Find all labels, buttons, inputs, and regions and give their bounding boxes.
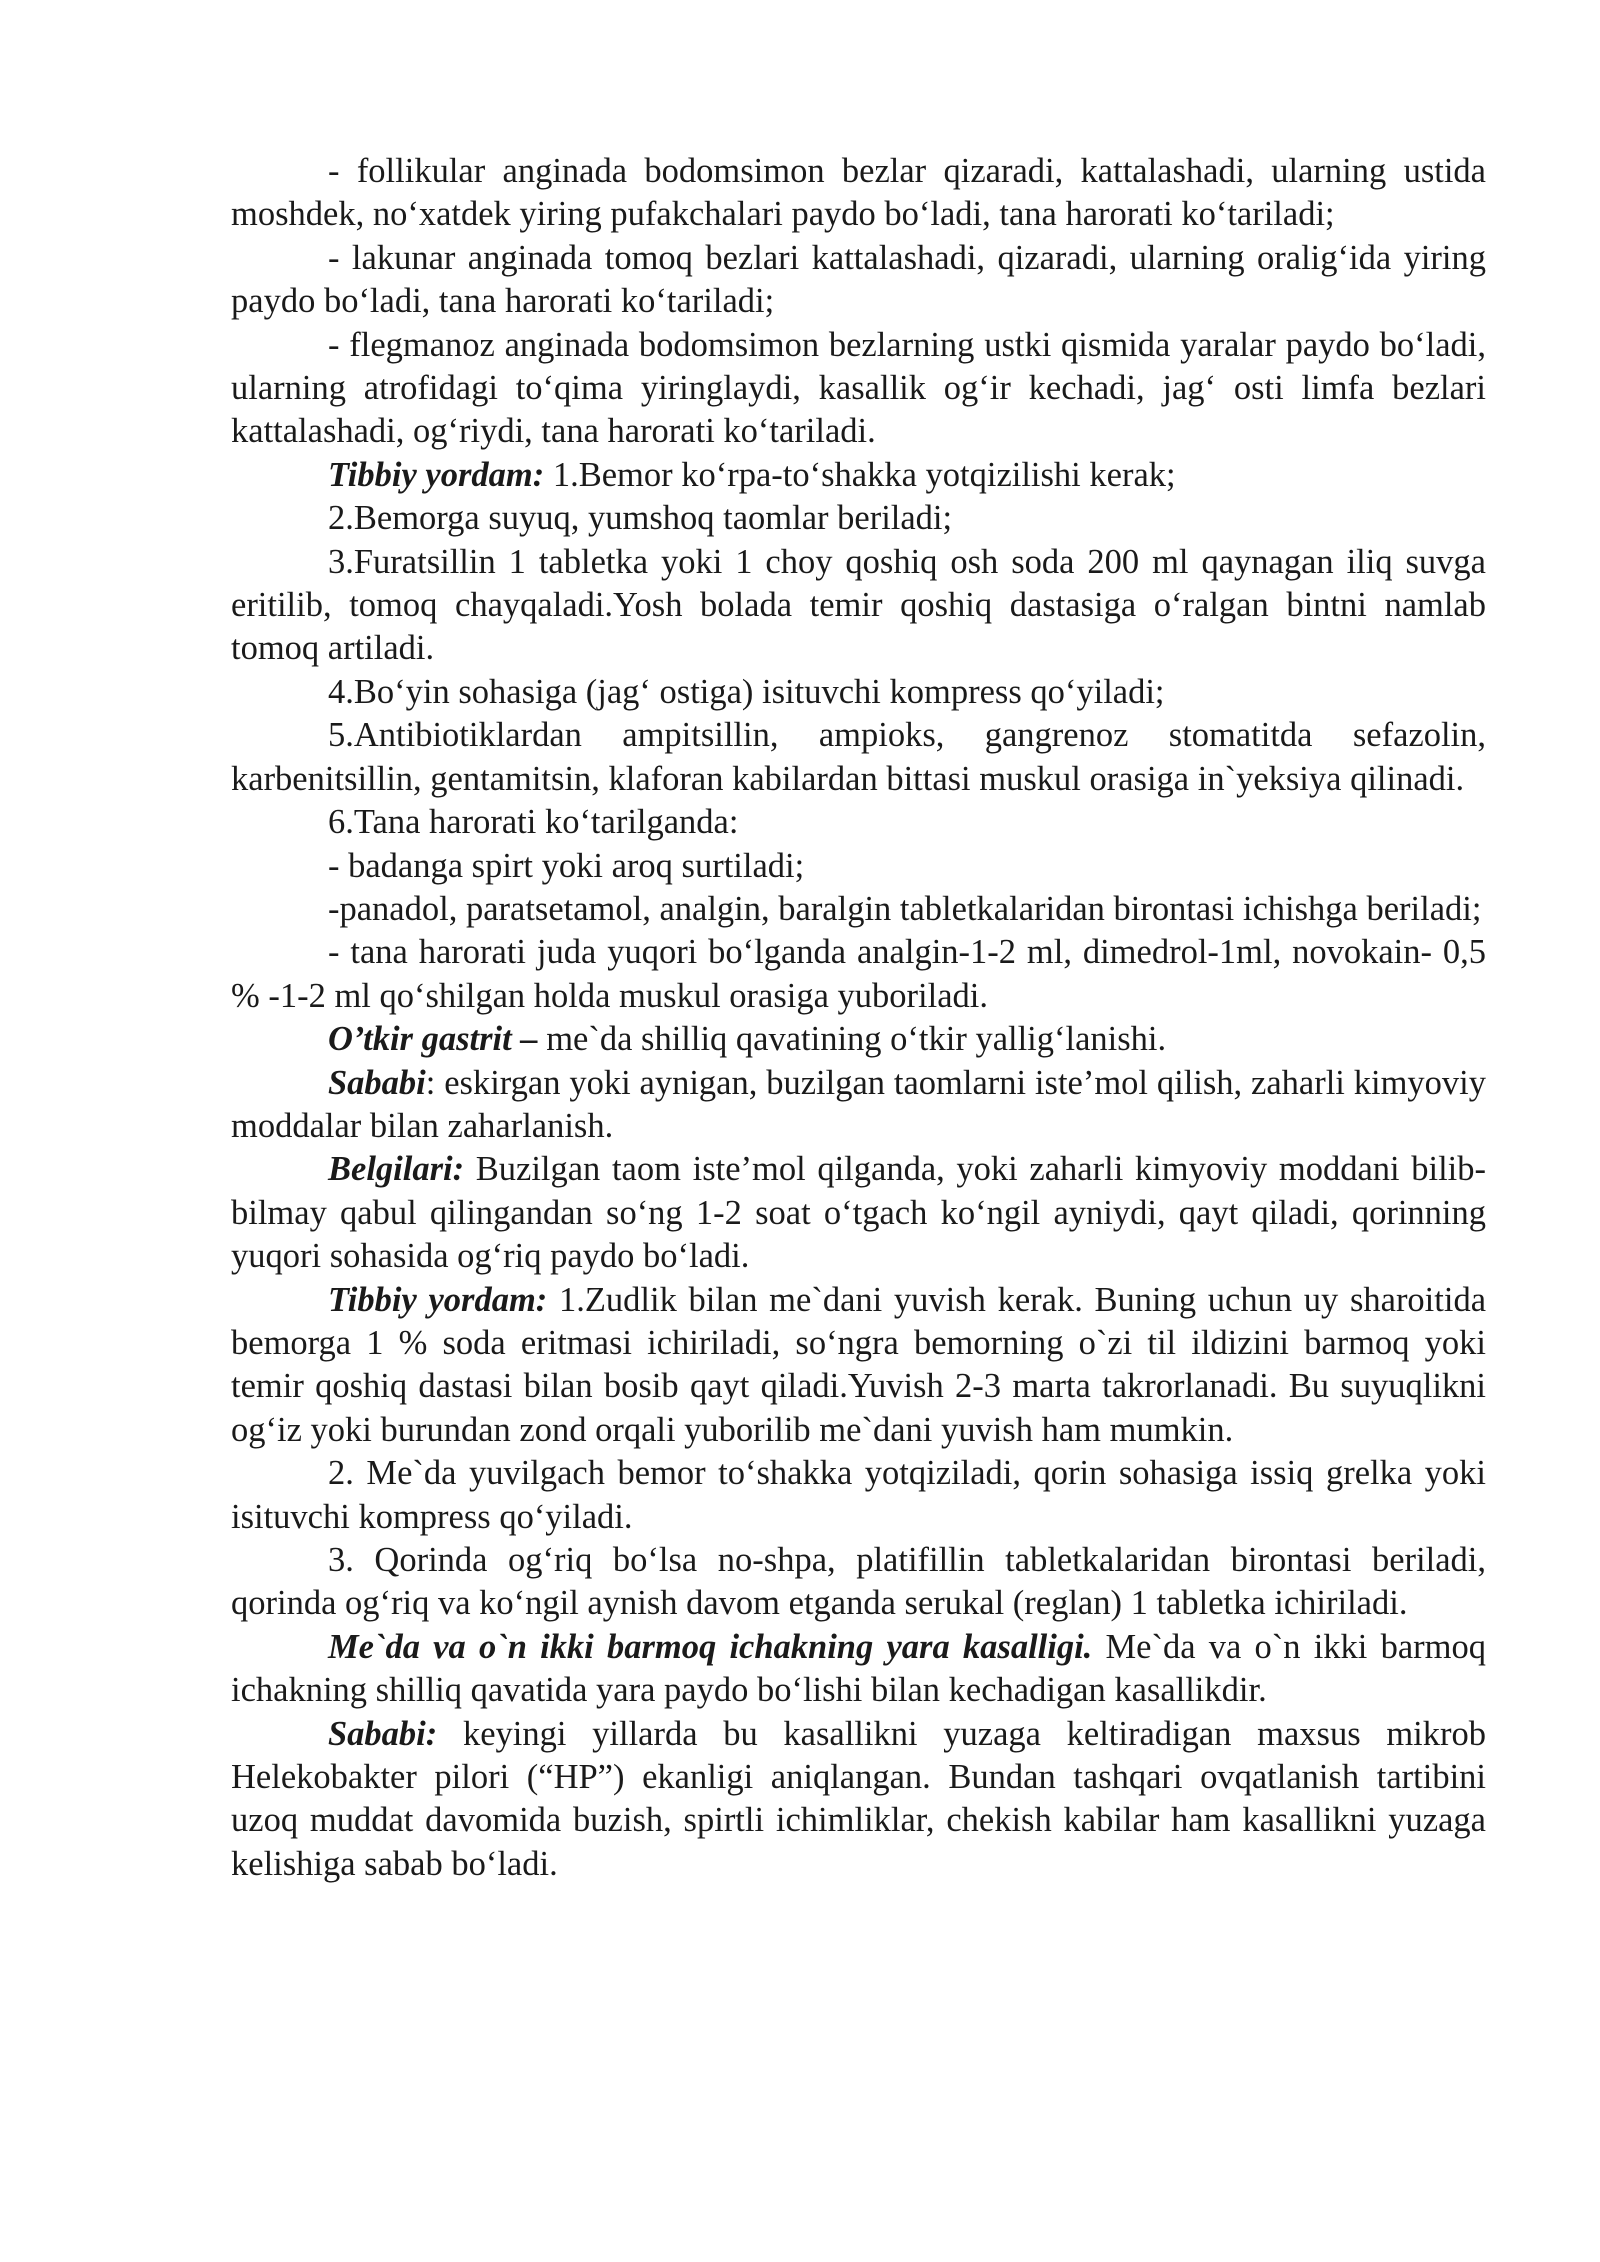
paragraph-text: 4.Bo‘yin sohasiga (jag‘ ostiga) isituvchi kompress qo‘yiladi; (328, 672, 1165, 711)
paragraph (231, 845, 1486, 888)
paragraph-text: Me`da va o`n ikki barmoq ichakning shilliq qavatida yara paydo bo‘lishi bilan kechadigan kasallikdir. (231, 1627, 1486, 1710)
paragraph-heading: Sababi (328, 1063, 426, 1102)
paragraph (231, 237, 1486, 324)
paragraph (231, 497, 1486, 540)
paragraph-text: 1.Zudlik bilan me`dani yuvish kerak. Buning uchun uy sharoitida bemorga 1 % soda eritmasi ichiriladi, so‘ngra bemorning o`zi til ildizini barmoq yoki temir qoshiq dastasi bilan bosib qayt qiladi.Yuvish 2-3 marta takrorlanadi. Bu suyuqlikni og‘iz yoki burundan zond orqali yuborilib me`dani yuvish ham mumkin. (231, 1280, 1487, 1449)
paragraph (231, 1452, 1486, 1539)
paragraph-text: - tana harorati juda yuqori bo‘lganda analgin-1-2 ml, dimedrol-1ml, novokain- 0,5 % -1-2 ml qo‘shilgan holda muskul orasiga yuboriladi. (231, 933, 1486, 1015)
paragraph-text: 1.Bemor ko‘rpa-to‘shakka yotqizilishi kerak; (544, 455, 1176, 494)
paragraph-text: keyingi yillarda bu kasallikni yuzaga keltiradigan maxsus mikrob Helekobakter pilori (“HP”) ekanligi aniqlangan. Bundan tashqari ovqatlanish tartibini uzoq muddat davomida buzish, spirtli ichimliklar, chekish kabilar ham kasallikni yuzaga kelishiga sabab bo‘ladi. (231, 1714, 1486, 1883)
paragraph-heading: Me`da va o`n ikki barmoq ichakning yara kasalligi. (328, 1627, 1093, 1666)
paragraph-heading: Belgilari: (328, 1150, 465, 1189)
document-page (231, 150, 1486, 1886)
paragraph (231, 671, 1486, 714)
paragraph-heading: Sababi: (328, 1714, 438, 1753)
paragraph (231, 1148, 1486, 1278)
paragraph (231, 454, 1486, 497)
paragraph (231, 1279, 1486, 1453)
paragraph-text: 5.Antibiotiklardan ampitsillin, ampioks, gangrenoz stomatitda sefazolin, karbenitsillin, gentamitsin, klaforan kabilardan bittasi muskul orasiga in`yeksiya qilinadi. (231, 716, 1486, 798)
paragraph-text: 6.Tana harorati ko‘tarilganda: (328, 803, 739, 842)
paragraph (231, 1539, 1486, 1626)
paragraph-text: - badanga spirt yoki aroq surtiladi; (328, 846, 805, 885)
paragraph-text: Buzilgan taom iste’mol qilganda, yoki zaharli kimyoviy moddani bilib-bilmay qabul qilingandan so‘ng 1-2 soat o‘tgach ko‘ngil ayniydi, qayt qiladi, qorinning yuqori sohasida og‘riq paydo bo‘ladi. (231, 1150, 1486, 1276)
paragraph-text: 2.Bemorga suyuq, yumshoq taomlar beriladi; (328, 499, 953, 538)
paragraph (231, 1018, 1486, 1061)
paragraph (231, 1713, 1486, 1887)
paragraph-text: 3.Furatsillin 1 tabletka yoki 1 choy qoshiq osh soda 200 ml qaynagan iliq suvga eritilib, tomoq chayqaladi.Yosh bolada temir qoshiq dastasiga o‘ralgan bintni namlab tomoq artiladi. (231, 542, 1486, 668)
paragraph-text: - lakunar anginada tomoq bezlari kattalashadi, qizaradi, ularning oralig‘ida yiring paydo bo‘ladi, tana harorati ko‘tariladi; (231, 238, 1486, 321)
paragraph (231, 150, 1486, 237)
paragraph (231, 1626, 1486, 1713)
paragraph (231, 1062, 1486, 1149)
paragraph-text: -panadol, paratsetamol, analgin, baralgin tabletkalaridan birontasi ichishga beriladi; (328, 889, 1482, 928)
paragraph (231, 541, 1486, 671)
paragraph-text: me`da shilliq qavatining o‘tkir yallig‘lanishi. (537, 1020, 1167, 1059)
paragraph-heading: Tibbiy yordam: (328, 1280, 548, 1319)
paragraph (231, 324, 1486, 454)
paragraph (231, 888, 1486, 931)
paragraph (231, 801, 1486, 844)
paragraph-text: 2. Me`da yuvilgach bemor to‘shakka yotqiziladi, qorin sohasiga issiq grelka yoki isituvchi kompress qo‘yiladi. (231, 1454, 1486, 1536)
paragraph-text: - flegmanoz anginada bodomsimon bezlarning ustki qismida yaralar paydo bo‘ladi, ularning atrofidagi to‘qima yiringlaydi, kasallik og‘ir kechadi, jag‘ osti limfa bezlari kattalashadi, og‘riydi, tana harorati ko‘tariladi. (231, 325, 1486, 451)
paragraph-text: - follikular anginada bodomsimon bezlar qizaradi, kattalashadi, ularning ustida moshdek, no‘xatdek yiring pufakchalari paydo bo‘ladi, tana harorati ko‘tariladi; (231, 152, 1486, 234)
paragraph (231, 931, 1486, 1018)
paragraph-heading: Tibbiy yordam: (328, 455, 545, 494)
paragraph (231, 714, 1486, 801)
paragraph-heading: O’tkir gastrit – (328, 1020, 538, 1059)
paragraph-text: : eskirgan yoki aynigan, buzilgan taomlarni iste’mol qilish, zaharli kimyoviy moddalar bilan zaharlanish. (231, 1063, 1486, 1145)
paragraph-text: 3. Qorinda og‘riq bo‘lsa no-shpa, platifillin tabletkalaridan birontasi beriladi, qorinda og‘riq va ko‘ngil aynish davom etganda serukal (reglan) 1 tabletka ichiriladi. (231, 1541, 1486, 1623)
